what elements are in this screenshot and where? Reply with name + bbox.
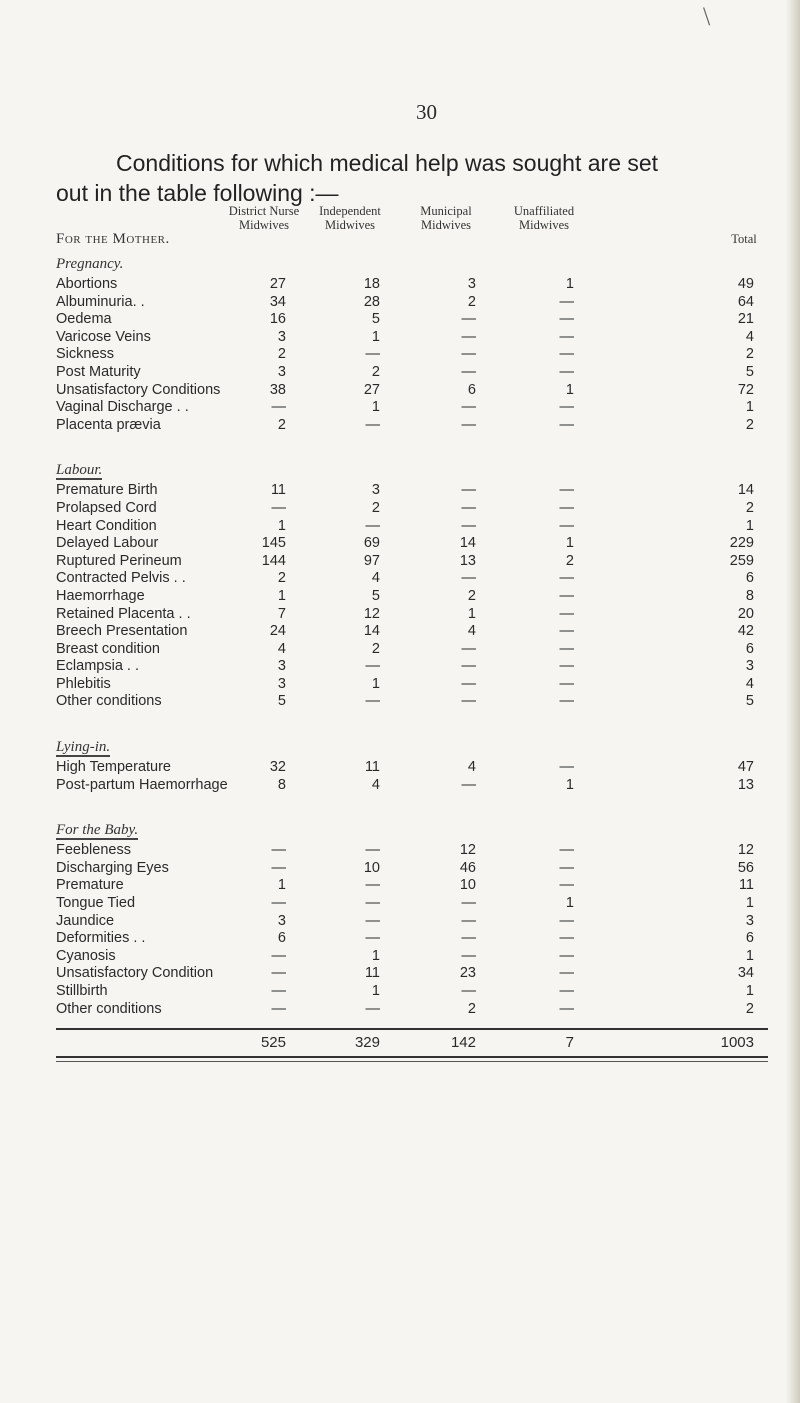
table-row	[56, 399, 786, 417]
row-value: 145	[261, 535, 286, 552]
row-value: 1	[565, 535, 574, 552]
row-value: 6	[745, 930, 754, 947]
row-value: 3	[467, 276, 476, 292]
row-value: —	[461, 930, 476, 947]
row-value: 2	[745, 416, 754, 433]
row-value: 12	[737, 842, 754, 859]
row-value: —	[461, 947, 476, 964]
row-value: 24	[269, 623, 286, 640]
row-label: Prolapsed Cord	[56, 499, 157, 516]
row-value: —	[559, 399, 574, 416]
table-row	[56, 641, 786, 659]
row-value: —	[365, 517, 380, 534]
table-row	[56, 676, 786, 694]
totals-rule-bottom	[56, 1056, 768, 1058]
row-value: 4	[371, 570, 380, 587]
row-value: 4	[745, 328, 754, 345]
row-value: 3	[277, 363, 286, 380]
row-label: Eclampsia . .	[56, 658, 139, 675]
column-header-independent: Independent Midwives	[319, 204, 381, 232]
row-value: —	[461, 675, 476, 692]
row-value: 6	[745, 570, 754, 587]
table-row	[56, 535, 786, 553]
row-value: 1	[371, 983, 380, 999]
row-value: 27	[269, 276, 286, 292]
table-row	[56, 606, 786, 624]
row-value: 2	[467, 1000, 476, 1017]
table-row	[56, 553, 786, 571]
row-value: —	[365, 877, 380, 894]
row-value: 64	[737, 293, 754, 310]
row-value: 1	[467, 605, 476, 622]
row-label: Phlebitis	[56, 675, 111, 692]
row-value: 1	[565, 776, 574, 793]
row-value: —	[559, 328, 574, 345]
row-value: 69	[363, 535, 380, 552]
table-row	[56, 364, 786, 382]
for-mother-heading: For the Mother.	[56, 231, 170, 247]
row-value: 2	[467, 587, 476, 604]
row-value: —	[271, 947, 286, 964]
row-value: —	[559, 499, 574, 516]
row-value: 23	[459, 965, 476, 982]
row-value: —	[271, 859, 286, 876]
row-value: 21	[737, 311, 754, 328]
row-value: —	[271, 1000, 286, 1017]
row-value: 14	[737, 482, 754, 499]
conditions-table	[56, 252, 786, 1062]
row-label: Post-partum Haemorrhage	[56, 776, 228, 793]
stray-mark: \	[703, 2, 711, 31]
row-value: —	[559, 693, 574, 710]
row-label: Abortions	[56, 276, 118, 292]
section-title-text: Lying-in.	[56, 739, 111, 756]
row-value: 12	[363, 605, 380, 622]
row-value: 11	[738, 877, 754, 894]
row-label: Tongue Tied	[56, 895, 136, 912]
row-value: —	[559, 363, 574, 380]
row-value: —	[271, 842, 286, 859]
row-value: —	[559, 675, 574, 692]
section-title	[56, 735, 786, 759]
table-row	[56, 948, 786, 966]
row-value: 13	[459, 552, 476, 569]
section-title-text: For the Baby.	[56, 822, 139, 839]
table-row	[56, 588, 786, 606]
row-value: 13	[737, 776, 754, 793]
section-title	[56, 252, 786, 276]
row-label: Vaginal Discharge . .	[56, 399, 189, 416]
row-label: Sickness	[56, 346, 115, 363]
table-row	[56, 346, 786, 364]
row-value: 1	[371, 947, 380, 964]
row-value: 1	[565, 895, 574, 912]
row-value: 2	[277, 346, 286, 363]
row-label: Other conditions	[56, 693, 162, 710]
page-edge-shadow	[786, 0, 800, 1403]
row-label: Unsatisfactory Condition	[56, 965, 214, 982]
section-gap	[56, 794, 786, 818]
row-label: Retained Placenta . .	[56, 605, 191, 622]
row-label: Feebleness	[56, 842, 131, 859]
row-value: 2	[745, 499, 754, 516]
table-row	[56, 693, 786, 711]
row-value: 6	[467, 381, 476, 398]
column-header-total: Total	[731, 232, 757, 246]
section-title	[56, 818, 786, 842]
row-value: —	[365, 416, 380, 433]
row-value: 5	[745, 693, 754, 710]
row-value: 16	[269, 311, 286, 328]
row-value: 14	[459, 535, 476, 552]
table-row	[56, 570, 786, 588]
row-value: —	[559, 859, 574, 876]
row-label: Ruptured Perineum	[56, 552, 182, 569]
row-value: —	[365, 912, 380, 929]
table-row	[56, 417, 786, 435]
row-value: 4	[467, 759, 476, 776]
row-value: 3	[277, 328, 286, 345]
column-header-municipal: Municipal Midwives	[420, 204, 472, 232]
row-value: 72	[737, 381, 754, 398]
row-value: —	[461, 912, 476, 929]
row-value: —	[461, 346, 476, 363]
row-value: —	[559, 517, 574, 534]
table-row	[56, 983, 786, 1001]
row-value: 6	[745, 640, 754, 657]
table-row	[56, 759, 786, 777]
row-value: —	[461, 658, 476, 675]
row-value: 259	[729, 552, 754, 569]
row-value: 28	[363, 293, 380, 310]
row-value: 34	[737, 965, 754, 982]
row-value: 3	[277, 675, 286, 692]
row-value: 1	[371, 328, 380, 345]
row-value: 42	[737, 623, 754, 640]
table-row	[56, 623, 786, 641]
row-value: —	[559, 605, 574, 622]
row-label: Discharging Eyes	[56, 859, 169, 876]
row-value: —	[559, 570, 574, 587]
table-row	[56, 842, 786, 860]
table-row	[56, 930, 786, 948]
section-title-text: Pregnancy.	[56, 256, 124, 272]
totals-row	[56, 1030, 786, 1056]
row-value: 11	[270, 482, 286, 499]
row-value: —	[461, 363, 476, 380]
table-row	[56, 877, 786, 895]
row-value: —	[559, 416, 574, 433]
row-label: Unsatisfactory Conditions	[56, 381, 221, 398]
row-value: 3	[371, 482, 380, 499]
row-value: —	[365, 930, 380, 947]
row-value: —	[365, 895, 380, 912]
totals-rule-bottom-thin	[56, 1061, 768, 1062]
table-row	[56, 1001, 786, 1019]
row-value: 5	[371, 587, 380, 604]
row-value: 32	[269, 759, 286, 776]
row-value: —	[559, 930, 574, 947]
row-value: 3	[745, 658, 754, 675]
section-gap	[56, 434, 786, 458]
row-value: —	[461, 640, 476, 657]
row-value: 46	[459, 859, 476, 876]
table-row	[56, 311, 786, 329]
row-value: 2	[277, 570, 286, 587]
row-value: 47	[737, 759, 754, 776]
row-value: —	[559, 640, 574, 657]
row-value: 11	[364, 965, 380, 982]
table-row	[56, 913, 786, 931]
row-value: 1	[745, 983, 754, 999]
row-value: —	[559, 842, 574, 859]
row-value: 5	[277, 693, 286, 710]
row-value: 5	[745, 363, 754, 380]
total-value: 1003	[720, 1034, 754, 1052]
heading-line-2: out in the table following :—	[56, 180, 339, 206]
table-row	[56, 518, 786, 536]
row-value: 20	[737, 605, 754, 622]
row-value: 6	[277, 930, 286, 947]
row-value: —	[461, 570, 476, 587]
row-value: —	[271, 983, 286, 999]
row-value: 4	[371, 776, 380, 793]
row-value: 1	[745, 895, 754, 912]
row-value: 2	[467, 293, 476, 310]
section-gap	[56, 711, 786, 735]
section-title	[56, 458, 786, 482]
row-label: Deformities . .	[56, 930, 146, 947]
row-label: Breech Presentation	[56, 623, 188, 640]
row-value: —	[559, 311, 574, 328]
row-value: 4	[277, 640, 286, 657]
row-value: —	[559, 658, 574, 675]
row-value: 1	[745, 517, 754, 534]
row-label: Varicose Veins	[56, 328, 151, 345]
row-value: 3	[277, 912, 286, 929]
row-value: —	[559, 482, 574, 499]
row-value: 10	[459, 877, 476, 894]
row-label: Haemorrhage	[56, 587, 145, 604]
section-title-text: Labour.	[56, 462, 103, 479]
table-row	[56, 658, 786, 676]
row-value: 2	[371, 640, 380, 657]
row-label: Other conditions	[56, 1000, 162, 1017]
row-value: —	[559, 293, 574, 310]
row-label: Jaundice	[56, 912, 115, 929]
row-value: 2	[277, 416, 286, 433]
row-value: —	[271, 965, 286, 982]
row-value: 14	[363, 623, 380, 640]
row-value: 144	[261, 552, 286, 569]
row-value: 2	[371, 363, 380, 380]
row-value: 2	[565, 552, 574, 569]
row-label: Breast condition	[56, 640, 160, 657]
row-value: —	[365, 658, 380, 675]
table-row	[56, 895, 786, 913]
row-value: 38	[269, 381, 286, 398]
row-value: 4	[745, 675, 754, 692]
row-label: Contracted Pelvis . .	[56, 570, 186, 587]
column-headers	[56, 204, 786, 252]
row-value: —	[461, 399, 476, 416]
row-value: —	[559, 623, 574, 640]
row-value: 1	[745, 399, 754, 416]
table-row	[56, 860, 786, 878]
row-value: 4	[467, 623, 476, 640]
row-value: —	[365, 693, 380, 710]
total-value: 329	[354, 1034, 380, 1052]
row-value: 1	[565, 381, 574, 398]
row-value: 3	[277, 658, 286, 675]
row-value: —	[559, 759, 574, 776]
row-value: —	[461, 517, 476, 534]
row-value: —	[461, 311, 476, 328]
row-value: 1	[371, 675, 380, 692]
row-value: —	[271, 499, 286, 516]
row-label: Premature Birth	[56, 482, 158, 499]
page-number: 30	[416, 100, 437, 124]
row-value: 1	[371, 399, 380, 416]
row-value: —	[271, 399, 286, 416]
total-value: 525	[260, 1034, 286, 1052]
row-value: —	[365, 1000, 380, 1017]
row-value: 49	[737, 276, 754, 292]
row-value: —	[461, 776, 476, 793]
row-value: 7	[277, 605, 286, 622]
row-value: 3	[745, 912, 754, 929]
heading-line-1: Conditions for which medical help was sought are set	[116, 150, 659, 176]
table-row	[56, 294, 786, 312]
row-value: —	[559, 587, 574, 604]
row-value: 8	[745, 587, 754, 604]
row-value: —	[559, 1000, 574, 1017]
total-value: 142	[450, 1034, 476, 1052]
row-value: 2	[745, 346, 754, 363]
row-value: 2	[371, 499, 380, 516]
row-label: Heart Condition	[56, 517, 157, 534]
table-row	[56, 500, 786, 518]
row-label: Cyanosis	[56, 947, 116, 964]
row-value: —	[559, 912, 574, 929]
row-value: 34	[269, 293, 286, 310]
row-label: Delayed Labour	[56, 535, 159, 552]
row-label: Albuminuria. .	[56, 293, 145, 310]
row-value: —	[559, 947, 574, 964]
row-value: 2	[745, 1000, 754, 1017]
table-row	[56, 276, 786, 294]
table-row	[56, 777, 786, 795]
table-row	[56, 482, 786, 500]
row-value: 11	[364, 759, 380, 776]
row-value: —	[461, 693, 476, 710]
page-heading	[56, 148, 776, 208]
row-value: —	[559, 877, 574, 894]
row-value: 12	[459, 842, 476, 859]
row-value: —	[461, 416, 476, 433]
row-value: —	[271, 895, 286, 912]
row-value: —	[461, 895, 476, 912]
column-header-unaffiliated: Unaffiliated Midwives	[513, 204, 575, 232]
row-value: 18	[363, 276, 380, 292]
row-value: —	[559, 965, 574, 982]
row-value: 5	[371, 311, 380, 328]
row-value: 8	[277, 776, 286, 793]
row-label: High Temperature	[56, 759, 171, 776]
row-value: —	[365, 346, 380, 363]
row-label: Premature	[56, 877, 124, 894]
table-row	[56, 965, 786, 983]
row-value: 1	[565, 276, 574, 292]
row-value: 1	[277, 877, 286, 894]
row-value: 27	[363, 381, 380, 398]
row-label: Post Maturity	[56, 363, 141, 380]
total-value: 7	[565, 1034, 574, 1052]
row-value: 10	[363, 859, 380, 876]
row-value: 229	[729, 535, 754, 552]
row-value: —	[365, 842, 380, 859]
row-value: —	[559, 983, 574, 999]
row-value: 1	[277, 587, 286, 604]
column-header-district-nurse: District Nurse Midwives	[228, 204, 300, 232]
table-row	[56, 382, 786, 400]
row-value: —	[461, 983, 476, 999]
row-value: —	[461, 328, 476, 345]
row-value: 1	[745, 947, 754, 964]
table-row	[56, 329, 786, 347]
row-value: —	[461, 482, 476, 499]
row-value: —	[559, 346, 574, 363]
row-label: Stillbirth	[56, 983, 108, 999]
row-label: Oedema	[56, 311, 112, 328]
row-value: —	[461, 499, 476, 516]
row-value: 97	[363, 552, 380, 569]
row-value: 1	[277, 517, 286, 534]
row-label: Placenta prævia	[56, 416, 161, 433]
row-value: 56	[737, 859, 754, 876]
